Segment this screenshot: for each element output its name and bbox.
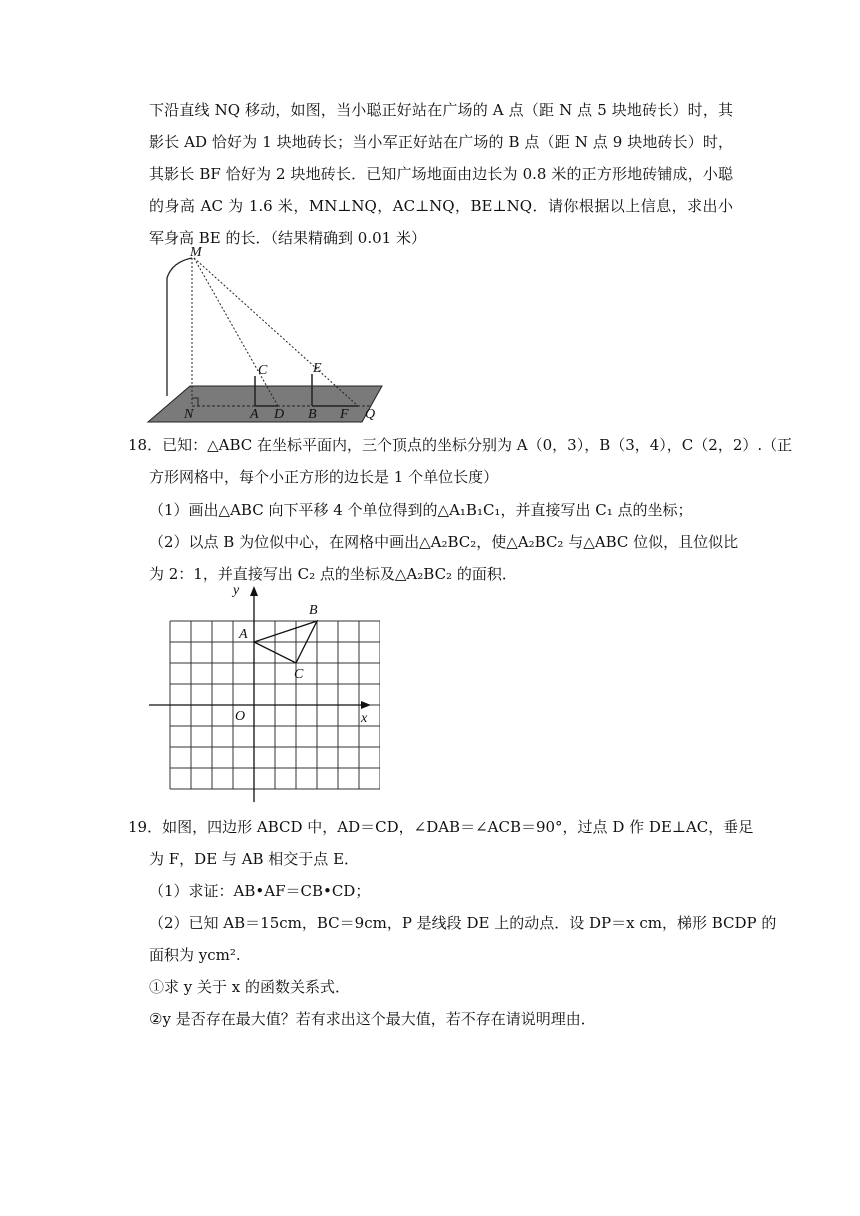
label-b: B [309, 603, 318, 618]
q19-line1: 19．如图，四边形 ABCD 中，AD＝CD，∠DAB＝∠ACB＝90°，过点 D 作 DE⊥AC，垂足 [128, 818, 754, 836]
label-a: A [239, 627, 248, 642]
ray-md [194, 258, 278, 406]
label-b: B [308, 407, 317, 422]
q18-line2: 方形网格中，每个小正方形的边长是 1 个单位长度） [149, 468, 499, 486]
label-x: x [361, 711, 368, 726]
label-o: O [235, 709, 246, 724]
label-e: E [313, 361, 322, 376]
label-y: y [233, 583, 240, 598]
q18-part2b: 为 2：1，并直接写出 C₂ 点的坐标及△A₂BC₂ 的面积． [149, 565, 517, 583]
label-q: Q [365, 407, 376, 422]
label-m: M [190, 246, 202, 260]
label-c: C [294, 667, 304, 682]
q19-line2: 为 F，DE 与 AB 相交于点 E． [149, 850, 360, 868]
label-d: D [274, 407, 285, 422]
pole-arc [167, 258, 192, 278]
q18-part1: （1）画出△ABC 向下平移 4 个单位得到的△A₁B₁C₁，并直接写出 C₁ 点的坐标； [149, 501, 693, 519]
x-axis-arrow [361, 701, 371, 709]
q19-sub1: ①求 y 关于 x 的函数关系式． [149, 978, 351, 996]
q19-part1: （1）求证：AB•AF＝CB•CD； [149, 882, 371, 900]
q19-part2b: 面积为 ycm². [149, 946, 241, 964]
q18-grid-figure [145, 580, 380, 805]
label-f: F [340, 407, 349, 422]
ray-mf [194, 258, 358, 406]
label-c: C [258, 363, 268, 378]
q18-line1: 18．已知：△ABC 在坐标平面内，三个顶点的坐标分别为 A（0，3），B（3，4），C（2，2）.（正 [128, 436, 793, 454]
q17-text: 下沿直线 NQ 移动，如图，当小聪正好站在广场的 A 点（距 N 点 5 块地砖长）时，其影长 AD 恰好为 1 块地砖长；当小军正好站在广场的 B 点（距 N 点 9 块地砖长）时，其影长 BF 恰好为 2 块地砖长．已知广场地面由边长为 0.8 米的正方形地砖铺成，小聪的身高 AC 为 1.6 米，MN⊥NQ，AC⊥NQ，BE⊥NQ．请你根据以上信息，求出小军身高 BE 的长．（结果精确到 0.01 米） [149, 101, 733, 247]
q18-part2a: （2）以点 B 为位似中心，在网格中画出△A₂BC₂，使△A₂BC₂ 与△ABC 位似，且位似比 [149, 533, 739, 551]
q17-figure [140, 246, 390, 426]
label-a: A [250, 407, 259, 422]
label-n: N [184, 407, 194, 422]
q19-sub2: ②y 是否存在最大值？若有求出这个最大值，若不存在请说明理由． [149, 1010, 596, 1028]
y-axis-arrow [250, 586, 258, 596]
q19-part2a: （2）已知 AB＝15cm，BC＝9cm，P 是线段 DE 上的动点．设 DP＝x cm，梯形 BCDP 的 [149, 914, 777, 932]
